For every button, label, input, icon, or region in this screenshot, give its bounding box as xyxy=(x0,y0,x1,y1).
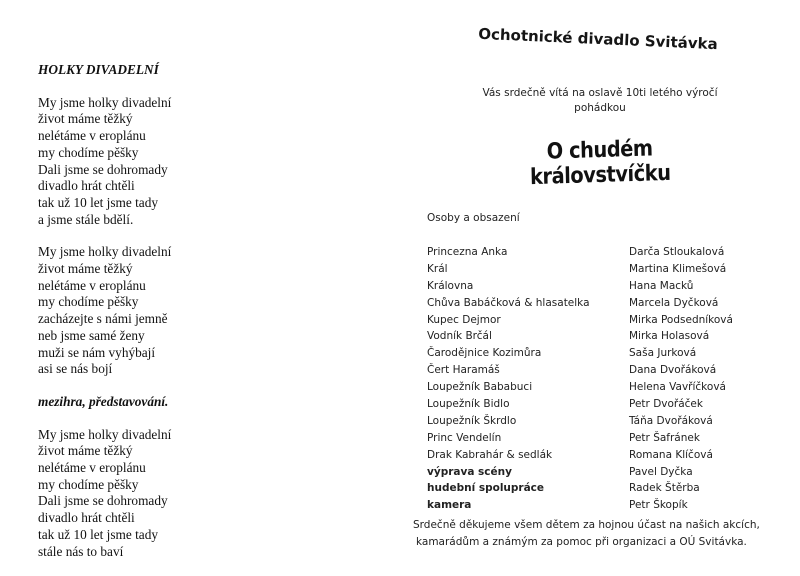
actor-name: Hana Macků xyxy=(629,279,694,292)
role-name: hudební spolupráce xyxy=(427,482,545,495)
cast-row xyxy=(427,379,787,396)
song-line: divadlo hrát chtěli xyxy=(38,510,135,526)
thanks-note xyxy=(413,517,798,551)
song-line: my chodíme pěšky xyxy=(38,144,139,160)
song-line: asi se nás bojí xyxy=(38,361,113,377)
cast-row xyxy=(427,312,787,329)
actor-name: Dana Dvořáková xyxy=(629,364,717,377)
role-name: Královna xyxy=(427,279,474,292)
actor-name: Petr Dvořáček xyxy=(629,398,703,411)
cast-row xyxy=(427,261,787,278)
song-line: stále nás to baví xyxy=(38,543,124,559)
role-name: kamera xyxy=(427,499,472,512)
actor-name: Marcela Dyčková xyxy=(629,296,719,309)
actor-name: Táňa Dvořáková xyxy=(629,414,713,427)
song-line: muži se nám vyhýbají xyxy=(38,344,156,360)
song-line: my chodíme pěšky xyxy=(38,294,139,310)
interlude-note: mezihra, představování. xyxy=(38,393,169,409)
cast-row xyxy=(427,430,787,447)
actor-name: Helena Vavříčková xyxy=(629,381,726,394)
song-line: my chodíme pěšky xyxy=(38,476,139,492)
song-line: tak už 10 let jsme tady xyxy=(38,194,159,210)
role-name: Loupežník Bababuci xyxy=(427,381,533,394)
role-name: Princezna Anka xyxy=(427,246,508,258)
song-line: život máme těžký xyxy=(38,261,133,277)
cast-row xyxy=(427,295,787,312)
song-line: nelétáme v eroplánu xyxy=(38,460,146,476)
song-line: My jsme holky divadelní xyxy=(38,94,172,110)
cast-heading: Osoby a obsazení xyxy=(427,212,520,224)
cast-row xyxy=(427,413,787,430)
stanza-3 xyxy=(38,427,278,561)
song-line: Dali jsme se dohromady xyxy=(38,161,168,177)
role-name: Kupec Dejmor xyxy=(427,313,501,326)
song-line: nelétáme v eroplánu xyxy=(38,277,146,293)
role-name: Chůva Babáčková & hlasatelka xyxy=(427,296,590,309)
role-name: Čarodějnice Kozimůra xyxy=(427,347,542,360)
actor-name: Romana Klíčová xyxy=(629,448,713,461)
welcome-line-2: pohádkou xyxy=(574,102,626,114)
song-line: tak už 10 let jsme tady xyxy=(38,526,159,542)
song-line: My jsme holky divadelní xyxy=(38,244,172,260)
cast-row xyxy=(427,447,787,464)
song-line: a jsme stále bdělí. xyxy=(38,211,134,227)
song-text xyxy=(38,62,278,576)
actor-name: Darča Stloukalová xyxy=(629,246,725,258)
stanza-1 xyxy=(38,95,278,229)
role-name: Vodník Brčál xyxy=(427,330,492,343)
song-line: neb jsme samé ženy xyxy=(38,327,145,343)
cast-list xyxy=(427,244,787,514)
troupe-name: Ochotnické divadlo Svitávka xyxy=(477,24,719,54)
crew-row xyxy=(427,464,787,481)
cast-row xyxy=(427,278,787,295)
song-line: Dali jsme se dohromady xyxy=(38,493,168,509)
role-name: Čert Haramáš xyxy=(427,364,500,377)
actor-name: Mirka Podsedníková xyxy=(629,313,733,326)
actor-name: Saša Jurková xyxy=(629,347,697,360)
song-line: zacházejte s námi jemně xyxy=(38,311,168,327)
actor-name: Pavel Dyčka xyxy=(629,465,693,478)
song-line: život máme těžký xyxy=(38,111,133,127)
actor-name: Martina Klimešová xyxy=(629,262,727,275)
cast-row xyxy=(427,345,787,362)
actor-name: Petr Šafránek xyxy=(629,431,700,444)
actor-name: Mirka Holasová xyxy=(629,330,710,343)
actor-name: Petr Škopík xyxy=(629,499,688,512)
song-line: My jsme holky divadelní xyxy=(38,426,172,442)
role-name: Loupežník Škrdlo xyxy=(427,414,517,427)
song-line: nelétáme v eroplánu xyxy=(38,128,146,144)
role-name: Drak Kabrahár & sedlák xyxy=(427,448,553,461)
crew-row xyxy=(427,480,787,497)
role-name: výprava scény xyxy=(427,465,512,478)
welcome-text xyxy=(450,86,750,116)
role-name: Král xyxy=(427,262,448,275)
role-name: Loupežník Bidlo xyxy=(427,398,510,411)
role-name: Princ Vendelín xyxy=(427,431,502,444)
welcome-line-1: Vás srdečně vítá na oslavě 10ti letého výročí xyxy=(482,87,718,99)
cast-row xyxy=(427,396,787,413)
song-line: divadlo hrát chtěli xyxy=(38,178,135,194)
thanks-line-1: Srdečně děkujeme všem dětem za hojnou účast na našich akcích, xyxy=(413,519,760,531)
song-title: HOLKY DIVADELNÍ xyxy=(38,62,159,77)
song-line: život máme těžký xyxy=(38,443,133,459)
stanza-2 xyxy=(38,244,278,378)
cast-row xyxy=(427,328,787,345)
cast-row xyxy=(427,362,787,379)
play-title: O chudém královstvíčku xyxy=(529,136,671,191)
cast-row xyxy=(427,244,787,261)
thanks-line-2: kamarádům a známým za pomoc při organizaci a OÚ Svitávka. xyxy=(416,536,747,548)
actor-name: Radek Štěrba xyxy=(629,482,700,495)
crew-row xyxy=(427,497,787,514)
